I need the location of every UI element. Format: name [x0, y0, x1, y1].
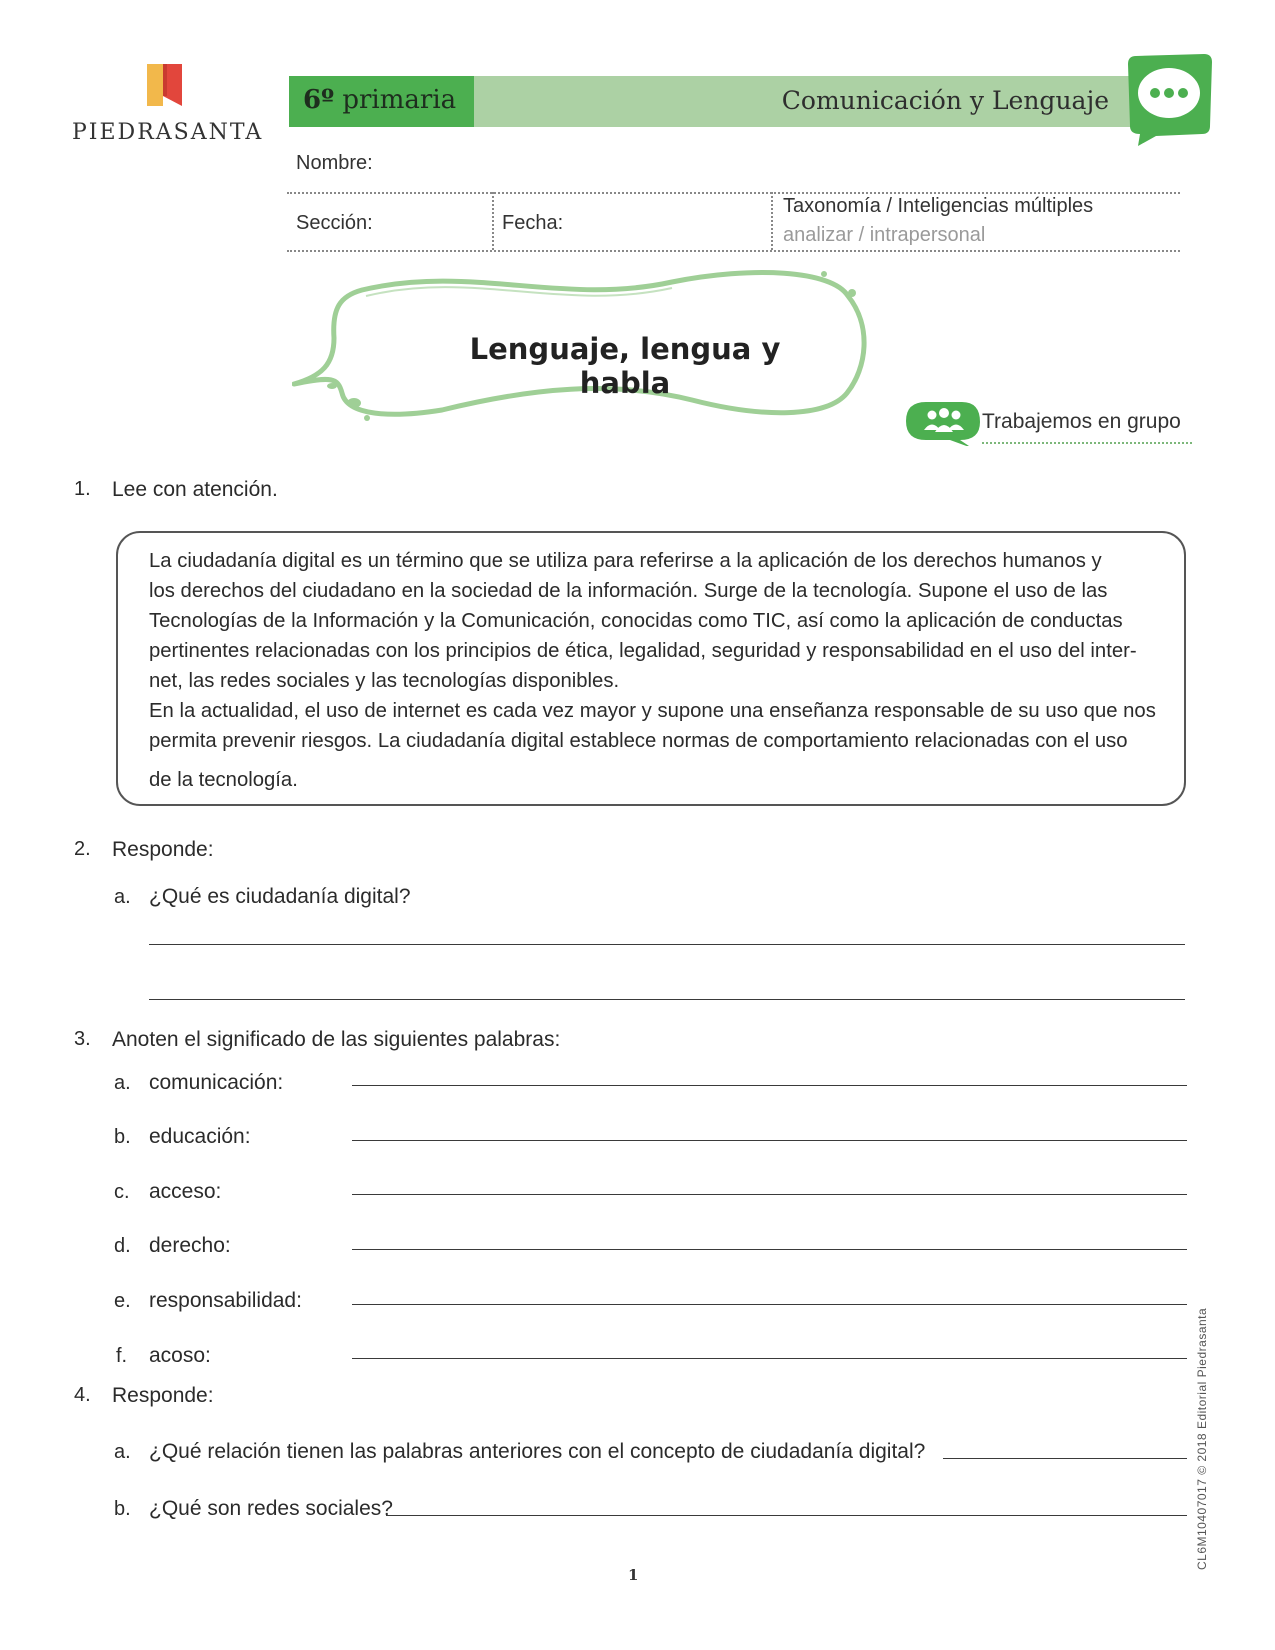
catalog-code: CL6M10407017 © 2018 Editorial Piedrasanta — [1195, 1307, 1209, 1570]
q3-item-letter: a. — [114, 1072, 131, 1094]
q3-item-word: comunicación: — [149, 1071, 284, 1094]
q3-item-word: derecho: — [149, 1234, 231, 1257]
q3-answer-line[interactable] — [352, 1085, 1187, 1086]
grade-box — [289, 76, 474, 127]
reading-line: Tecnologías de la Información y la Comunicación, conocidas como TIC, así como la aplicación de conductas — [149, 610, 1123, 632]
q2-text: Responde: — [112, 838, 214, 861]
grade-number: 6º — [303, 85, 335, 115]
name-label: Nombre: — [296, 152, 373, 174]
q4b-text: ¿Qué son redes sociales? — [149, 1497, 393, 1520]
q4a-text: ¿Qué relación tienen las palabras anteriores con el concepto de ciudadanía digital? — [149, 1440, 926, 1463]
q2a-answer-line-1[interactable] — [149, 944, 1185, 945]
q4b-answer-line[interactable] — [386, 1515, 1187, 1516]
publisher-logo — [72, 60, 272, 150]
brand-name: PIEDRASANTA — [72, 120, 264, 145]
chat-bubble-icon — [1122, 52, 1214, 148]
q3-item-letter: c. — [114, 1181, 130, 1203]
taxonomy-title: Taxonomía / Inteligencias múltiples — [783, 195, 1094, 217]
form-divider-top — [287, 192, 1180, 194]
subject-band — [474, 76, 1139, 127]
q4a-answer-line[interactable] — [943, 1458, 1187, 1459]
q4-number: 4. — [74, 1384, 91, 1406]
reading-line: net, las redes sociales y las tecnologías disponibles. — [149, 670, 620, 692]
q4a-letter: a. — [114, 1441, 131, 1463]
subject-title: Comunicación y Lenguaje — [781, 86, 1109, 115]
book-logo-icon — [72, 60, 272, 120]
grade-level: primaria — [342, 85, 457, 115]
grade-label — [303, 85, 456, 115]
page-number: 1 — [628, 1566, 639, 1584]
form-divider-v2 — [771, 192, 773, 250]
reading-line: permita prevenir riesgos. La ciudadanía digital establece normas de comportamiento relacionadas con el uso — [149, 730, 1128, 752]
q3-answer-line[interactable] — [352, 1358, 1187, 1359]
q2a-letter: a. — [114, 886, 131, 908]
q3-text: Anoten el significado de las siguientes palabras: — [112, 1028, 561, 1051]
q3-answer-line[interactable] — [352, 1194, 1187, 1195]
reading-line: de la tecnología. — [149, 769, 298, 791]
q3-item-word: educación: — [149, 1125, 251, 1148]
q3-number: 3. — [74, 1028, 91, 1050]
q3-item-letter: e. — [114, 1290, 131, 1312]
q3-answer-line[interactable] — [352, 1304, 1187, 1305]
q3-item-word: responsabilidad: — [149, 1289, 302, 1312]
reading-line: En la actualidad, el uso de internet es cada vez mayor y supone una enseñanza responsable de su uso que nos — [149, 700, 1156, 722]
q4b-letter: b. — [114, 1498, 131, 1520]
q2a-text: ¿Qué es ciudadanía digital? — [149, 885, 411, 908]
q3-item-letter: d. — [114, 1235, 131, 1257]
q2a-answer-line-2[interactable] — [149, 999, 1185, 1000]
reading-line: pertinentes relacionadas con los principios de ética, legalidad, seguridad y responsabilidad en el uso del inter- — [149, 640, 1137, 662]
section-label: Sección: — [296, 212, 373, 234]
group-underline — [982, 442, 1192, 444]
q3-item-word: acceso: — [149, 1180, 222, 1203]
group-work-label: Trabajemos en grupo — [982, 410, 1181, 433]
q1-number: 1. — [74, 478, 91, 500]
q4-text: Responde: — [112, 1384, 214, 1407]
q2-number: 2. — [74, 838, 91, 860]
form-divider-v1 — [492, 192, 494, 250]
q3-item-word: acoso: — [149, 1344, 211, 1367]
reading-line: La ciudadanía digital es un término que se utiliza para referirse a la aplicación de los derechos humanos y — [149, 550, 1102, 572]
page-title: Lenguaje, lengua y habla — [469, 332, 781, 400]
q3-item-letter: b. — [114, 1126, 131, 1148]
date-label: Fecha: — [502, 212, 564, 234]
reading-line: los derechos del ciudadano en la sociedad de la información. Surge de la tecnología. Supone el uso de las — [149, 580, 1108, 602]
q3-answer-line[interactable] — [352, 1140, 1187, 1141]
reading-text — [149, 546, 1159, 795]
q3-item-letter: f. — [116, 1345, 128, 1367]
taxonomy-value: analizar / intrapersonal — [783, 224, 986, 246]
form-divider-bottom — [287, 250, 1180, 252]
q1-text: Lee con atención. — [112, 478, 278, 501]
q3-answer-line[interactable] — [352, 1249, 1187, 1250]
group-icon — [904, 400, 984, 446]
